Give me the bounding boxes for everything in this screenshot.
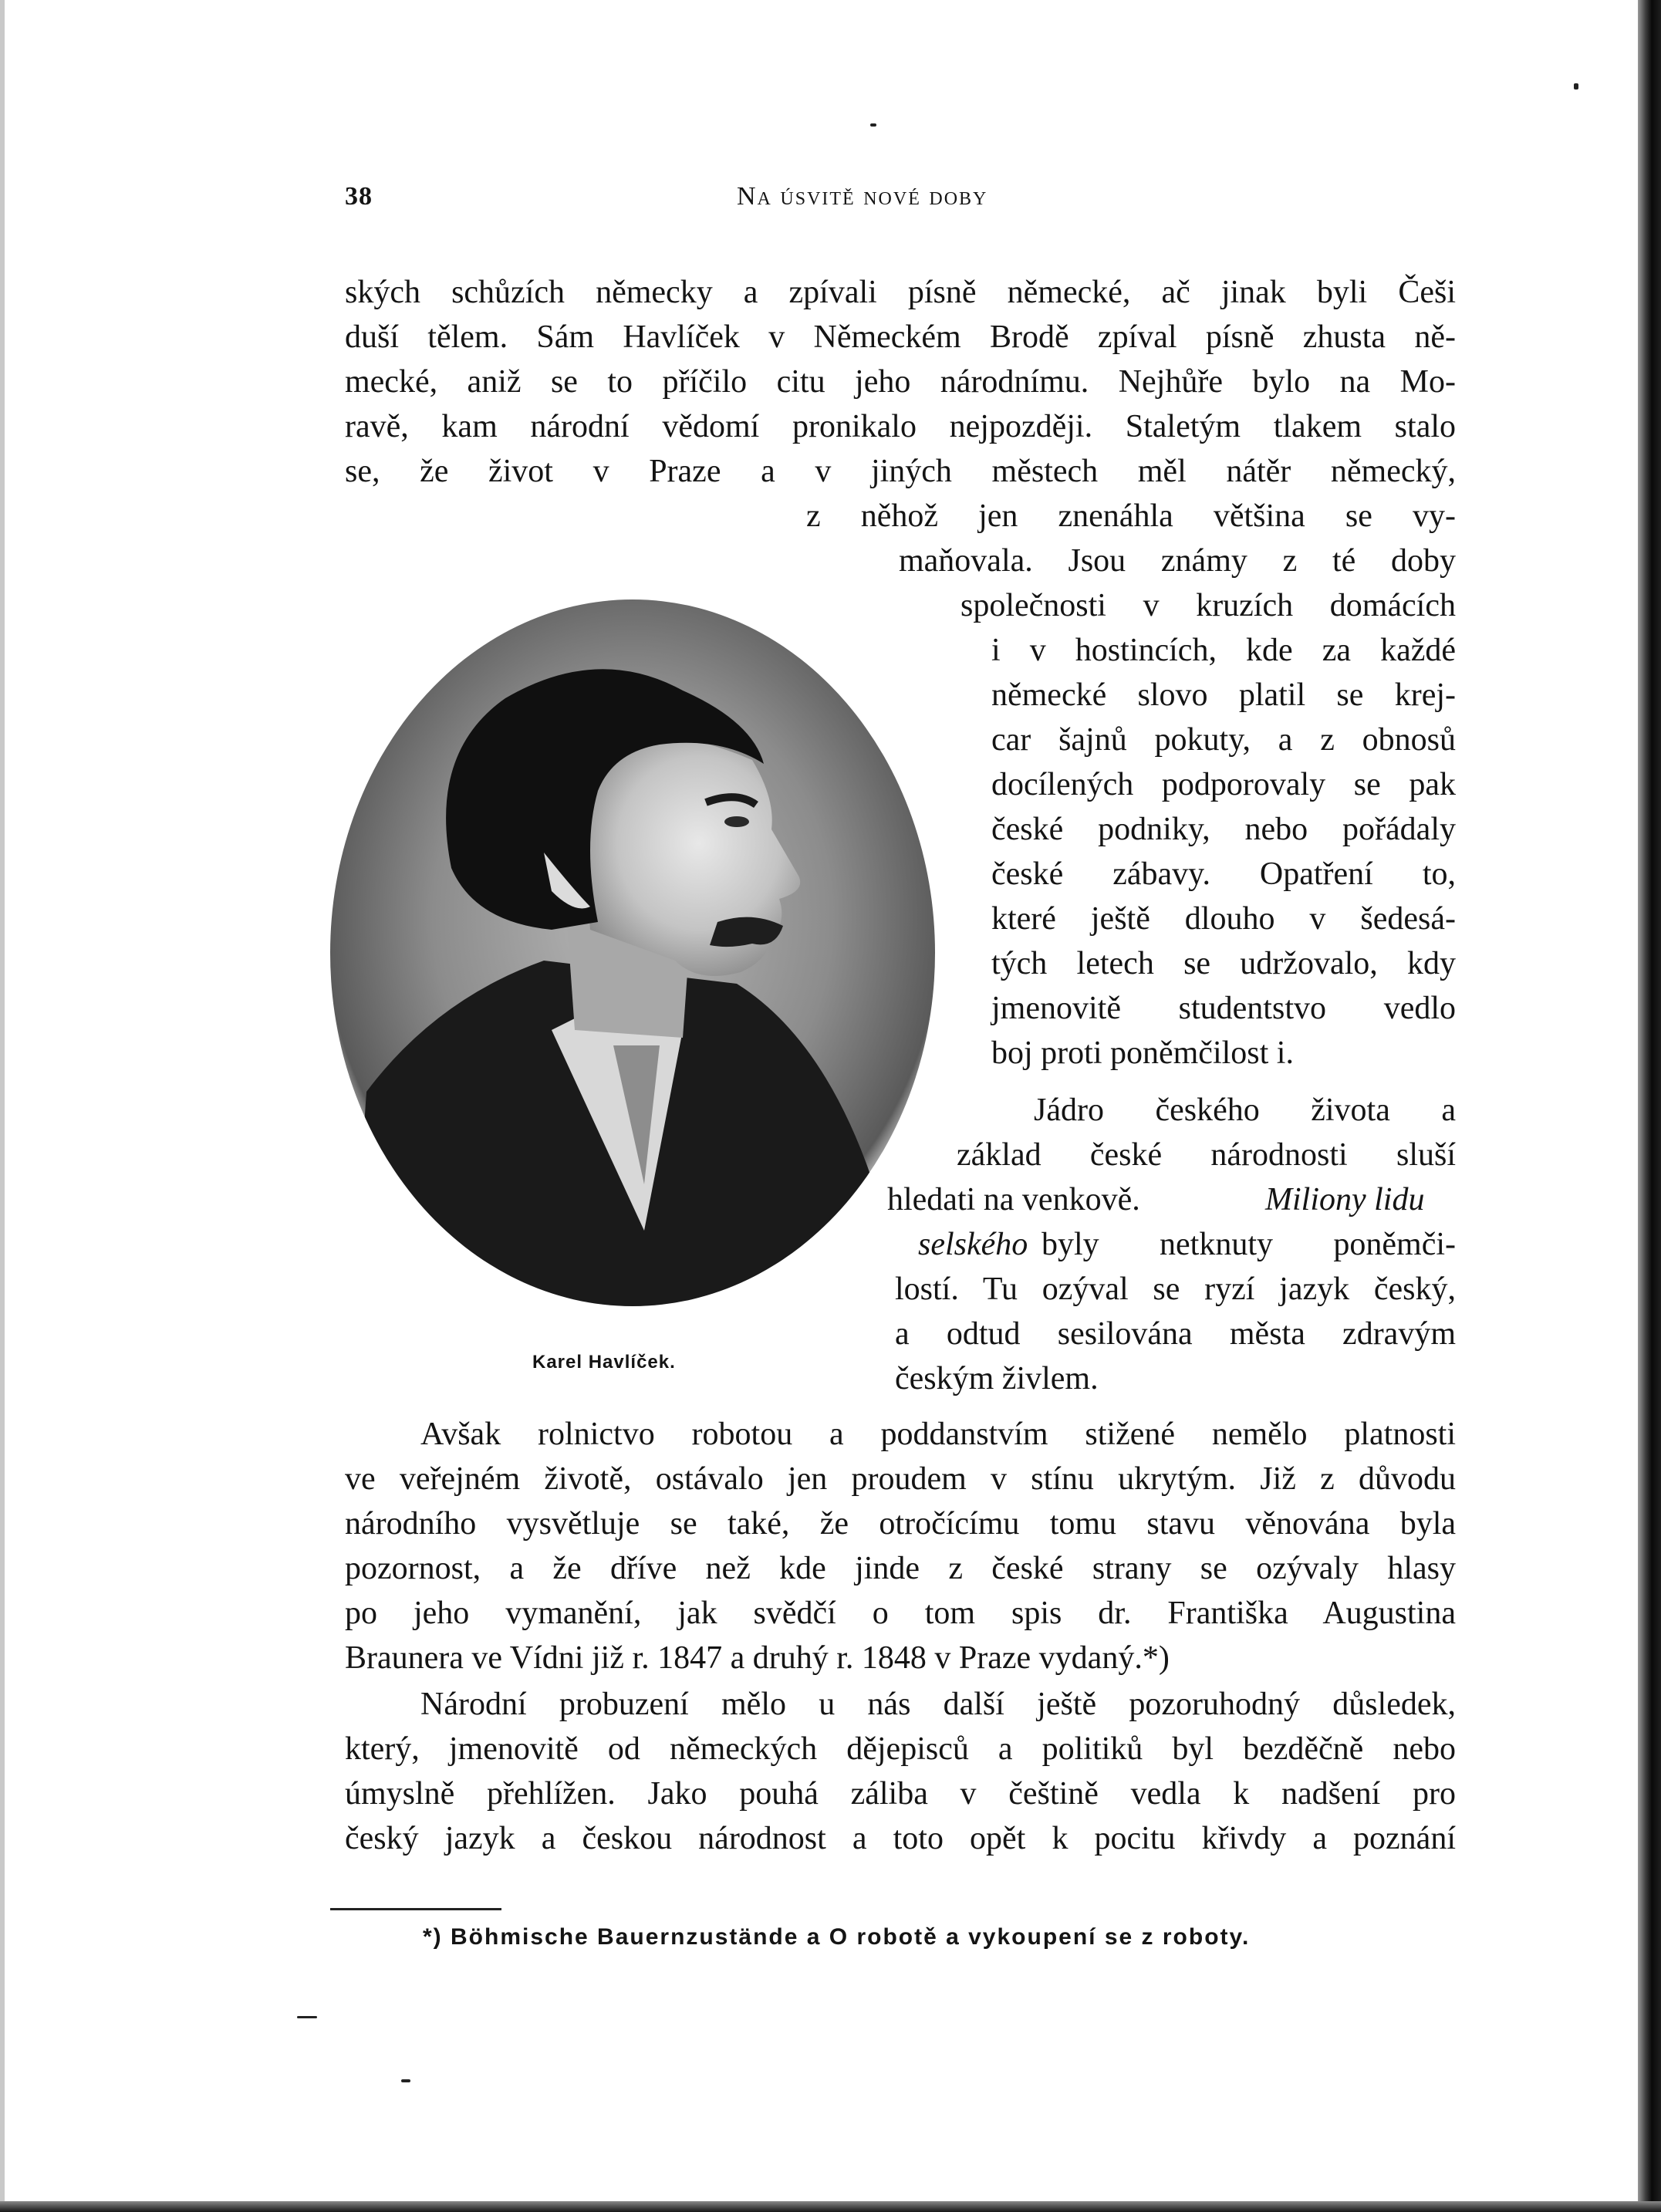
text-line: po jeho vymanění, jak svědčí o tom spis dr. Františka Augustina	[345, 1596, 1456, 1631]
text-line: jmenovitě studentstvo vedlo	[991, 991, 1456, 1026]
text-line: které ještě dlouho v šedesá-	[991, 901, 1456, 937]
text-line: lostí. Tu ozýval se ryzí jazyk český,	[895, 1271, 1456, 1307]
text-line: Braunera ve Vídni již r. 1847 a druhý r. 1848 v Praze vydaný.*)	[345, 1640, 1170, 1676]
text-line: společnosti v kruzích domácích	[960, 588, 1456, 623]
text-line: z něhož jen znenáhla většina se vy-	[806, 498, 1456, 534]
scan-speck	[1574, 83, 1578, 89]
text-line: národního vysvětluje se také, že otročícímu tomu stavu věnována byla	[345, 1506, 1456, 1542]
page-edge-bottom	[0, 2201, 1661, 2212]
text-line: mecké, aniž se to příčilo citu jeho národnímu. Nejhůře bylo na Mo-	[345, 364, 1456, 400]
running-title: Na úsvitě nové doby	[737, 182, 988, 211]
text-line: ských schůzích německy a zpívali písně německé, ač jinak byli Češi	[345, 275, 1456, 310]
text-line: úmyslně přehlížen. Jako pouhá záliba v češtině vedla k nadšení pro	[345, 1776, 1456, 1812]
text-line: Jádro českého života a	[1034, 1092, 1456, 1128]
text-line: české zábavy. Opatření to,	[991, 856, 1456, 892]
text-line: Avšak rolnictvo robotou a poddanstvím stižené nemělo platnosti	[420, 1417, 1456, 1452]
text-line: německé slovo platil se krej-	[991, 677, 1456, 713]
figure-caption: Karel Havlíček.	[532, 1352, 676, 1373]
text-line-italic: selského	[918, 1227, 1028, 1262]
text-line: i v hostincích, kde za každé	[991, 633, 1456, 668]
text-line: a odtud sesilována města zdravým	[895, 1316, 1456, 1352]
page-number: 38	[345, 182, 373, 211]
text-line: Národní probuzení mělo u nás další ještě pozoruhodný důsledek,	[420, 1687, 1456, 1722]
text-line-italic: Miliony lidu	[1265, 1182, 1425, 1217]
text-line: české podniky, nebo pořádaly	[991, 812, 1456, 847]
text-line: českým živlem.	[895, 1361, 1099, 1396]
text-line: duší tělem. Sám Havlíček v Německém Brodě zpíval písně zhusta ně-	[345, 319, 1456, 355]
scan-speck	[401, 2079, 410, 2082]
text-line: tých letech se udržovalo, kdy	[991, 946, 1456, 981]
text-line: maňovala. Jsou známy z té doby	[899, 543, 1456, 579]
text-line: ve veřejném životě, ostávalo jen proudem v stínu ukrytým. Již z důvodu	[345, 1461, 1456, 1497]
text-line: základ české národnosti sluší	[957, 1137, 1456, 1173]
scan-speck	[297, 2016, 317, 2018]
text-line: český jazyk a českou národnost a toto opět k pocitu křivdy a poznání	[345, 1821, 1456, 1856]
page-edge-right	[1638, 0, 1661, 2212]
text-line: ravě, kam národní vědomí pronikalo nejpozději. Staletým tlakem stalo	[345, 409, 1456, 444]
text-line: docílených podporovaly se pak	[991, 767, 1456, 802]
text-line: se, že život v Praze a v jiných městech měl nátěr německý,	[345, 454, 1456, 489]
text-line: hledati na venkově.	[887, 1182, 1140, 1217]
page-edge-left	[0, 0, 5, 2212]
portrait-karel-havlicek	[320, 598, 945, 1315]
footnote: *) Böhmische Bauernzustände a O robotě a vykoupení se z roboty.	[423, 1924, 1251, 1950]
text-line: pozornost, a že dříve než kde jinde z české strany se ozývaly hlasy	[345, 1551, 1456, 1586]
text-line: který, jmenovitě od německých dějepisců a politiků byl bezděčně nebo	[345, 1731, 1456, 1767]
text-line: boj proti poněmčilost i.	[991, 1035, 1294, 1071]
text-line: car šajnů pokuty, a z obnosů	[991, 722, 1456, 758]
scan-speck	[870, 123, 876, 127]
footnote-rule	[330, 1908, 501, 1910]
text-line: byly netknuty poněmči-	[1042, 1227, 1456, 1262]
